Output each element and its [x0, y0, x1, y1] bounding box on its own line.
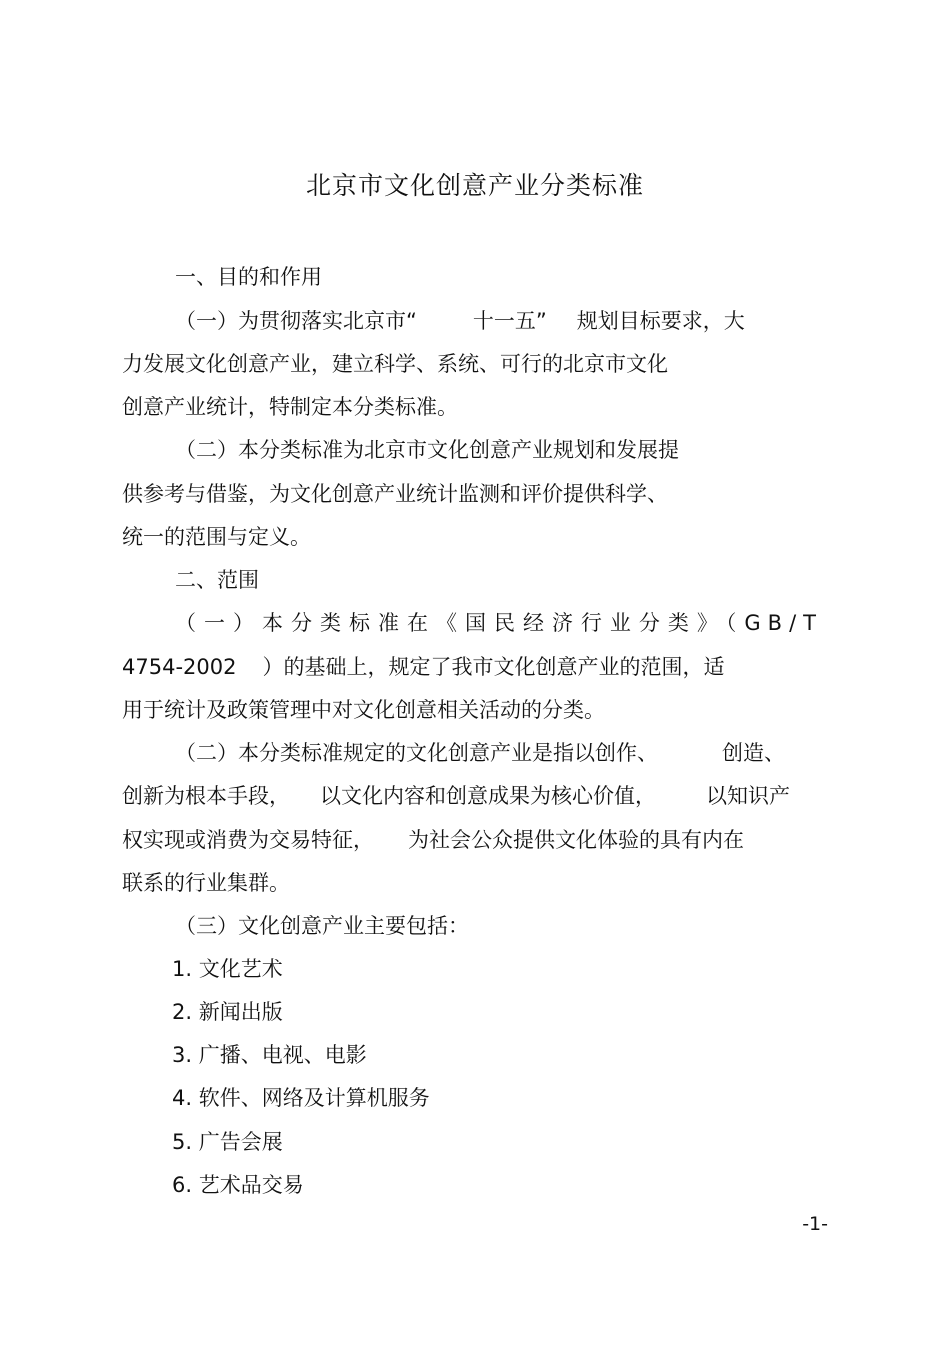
paragraph-line: 联系的行业集群。 — [122, 871, 290, 895]
text-segment: （一）为贯彻落实北京市“ — [175, 309, 417, 333]
text-segment: 为社会公众提供文化体验的具有内在 — [408, 828, 744, 852]
paragraph-line: 用于统计及政策管理中对文化创意相关活动的分类。 — [122, 698, 605, 722]
text-segment: 创造、 — [722, 741, 785, 765]
paragraph-line — [122, 652, 724, 682]
list-item: 5. 广告会展 — [172, 1130, 283, 1154]
paragraph-line: （二）本分类标准为北京市文化创意产业规划和发展提 — [175, 438, 679, 462]
paragraph-line: （三）文化创意产业主要包括： — [175, 914, 469, 938]
paragraph-line — [122, 825, 744, 855]
list-item: 3. 广播、电视、电影 — [172, 1043, 367, 1067]
text-segment: 以知识产 — [706, 784, 790, 808]
paragraph-line — [175, 306, 745, 336]
list-item: 1. 文化艺术 — [172, 957, 283, 981]
page-number: -1- — [802, 1213, 828, 1235]
paragraph-line: 创意产业统计，特制定本分类标准。 — [122, 395, 458, 419]
section-heading-scope: 二、范围 — [175, 568, 259, 592]
paragraph-line: 力发展文化创意产业，建立科学、系统、可行的北京市文化 — [122, 352, 668, 376]
text-segment: 权实现或消费为交易特征， — [122, 828, 374, 852]
text-segment: ）的基础上，规定了我市文化创意产业的范围，适 — [262, 655, 725, 679]
standard-code: 4754-2002 — [122, 655, 237, 679]
paragraph-line — [175, 738, 785, 768]
text-segment: 以文化内容和创意成果为核心价值， — [320, 784, 656, 808]
document-title: 北京市文化创意产业分类标准 — [305, 171, 644, 200]
section-heading-purpose: 一、目的和作用 — [175, 265, 322, 289]
text-segment: 规划目标要求，大 — [576, 309, 745, 333]
list-item: 6. 艺术品交易 — [172, 1173, 304, 1197]
list-item: 4. 软件、网络及计算机服务 — [172, 1086, 430, 1110]
list-item: 2. 新闻出版 — [172, 1000, 283, 1024]
text-segment: 十一五” — [472, 309, 547, 333]
text-segment: 创新为根本手段， — [122, 784, 290, 808]
paragraph-line: 供参考与借鉴，为文化创意产业统计监测和评价提供科学、 — [122, 482, 668, 506]
paragraph-line: 统一的范围与定义。 — [122, 525, 311, 549]
text-segment: （二）本分类标准规定的文化创意产业是指以创作、 — [175, 741, 658, 765]
paragraph-line — [122, 781, 790, 811]
paragraph-line: （一）本分类标准在《国民经济行业分类》（GB/T — [175, 611, 823, 635]
